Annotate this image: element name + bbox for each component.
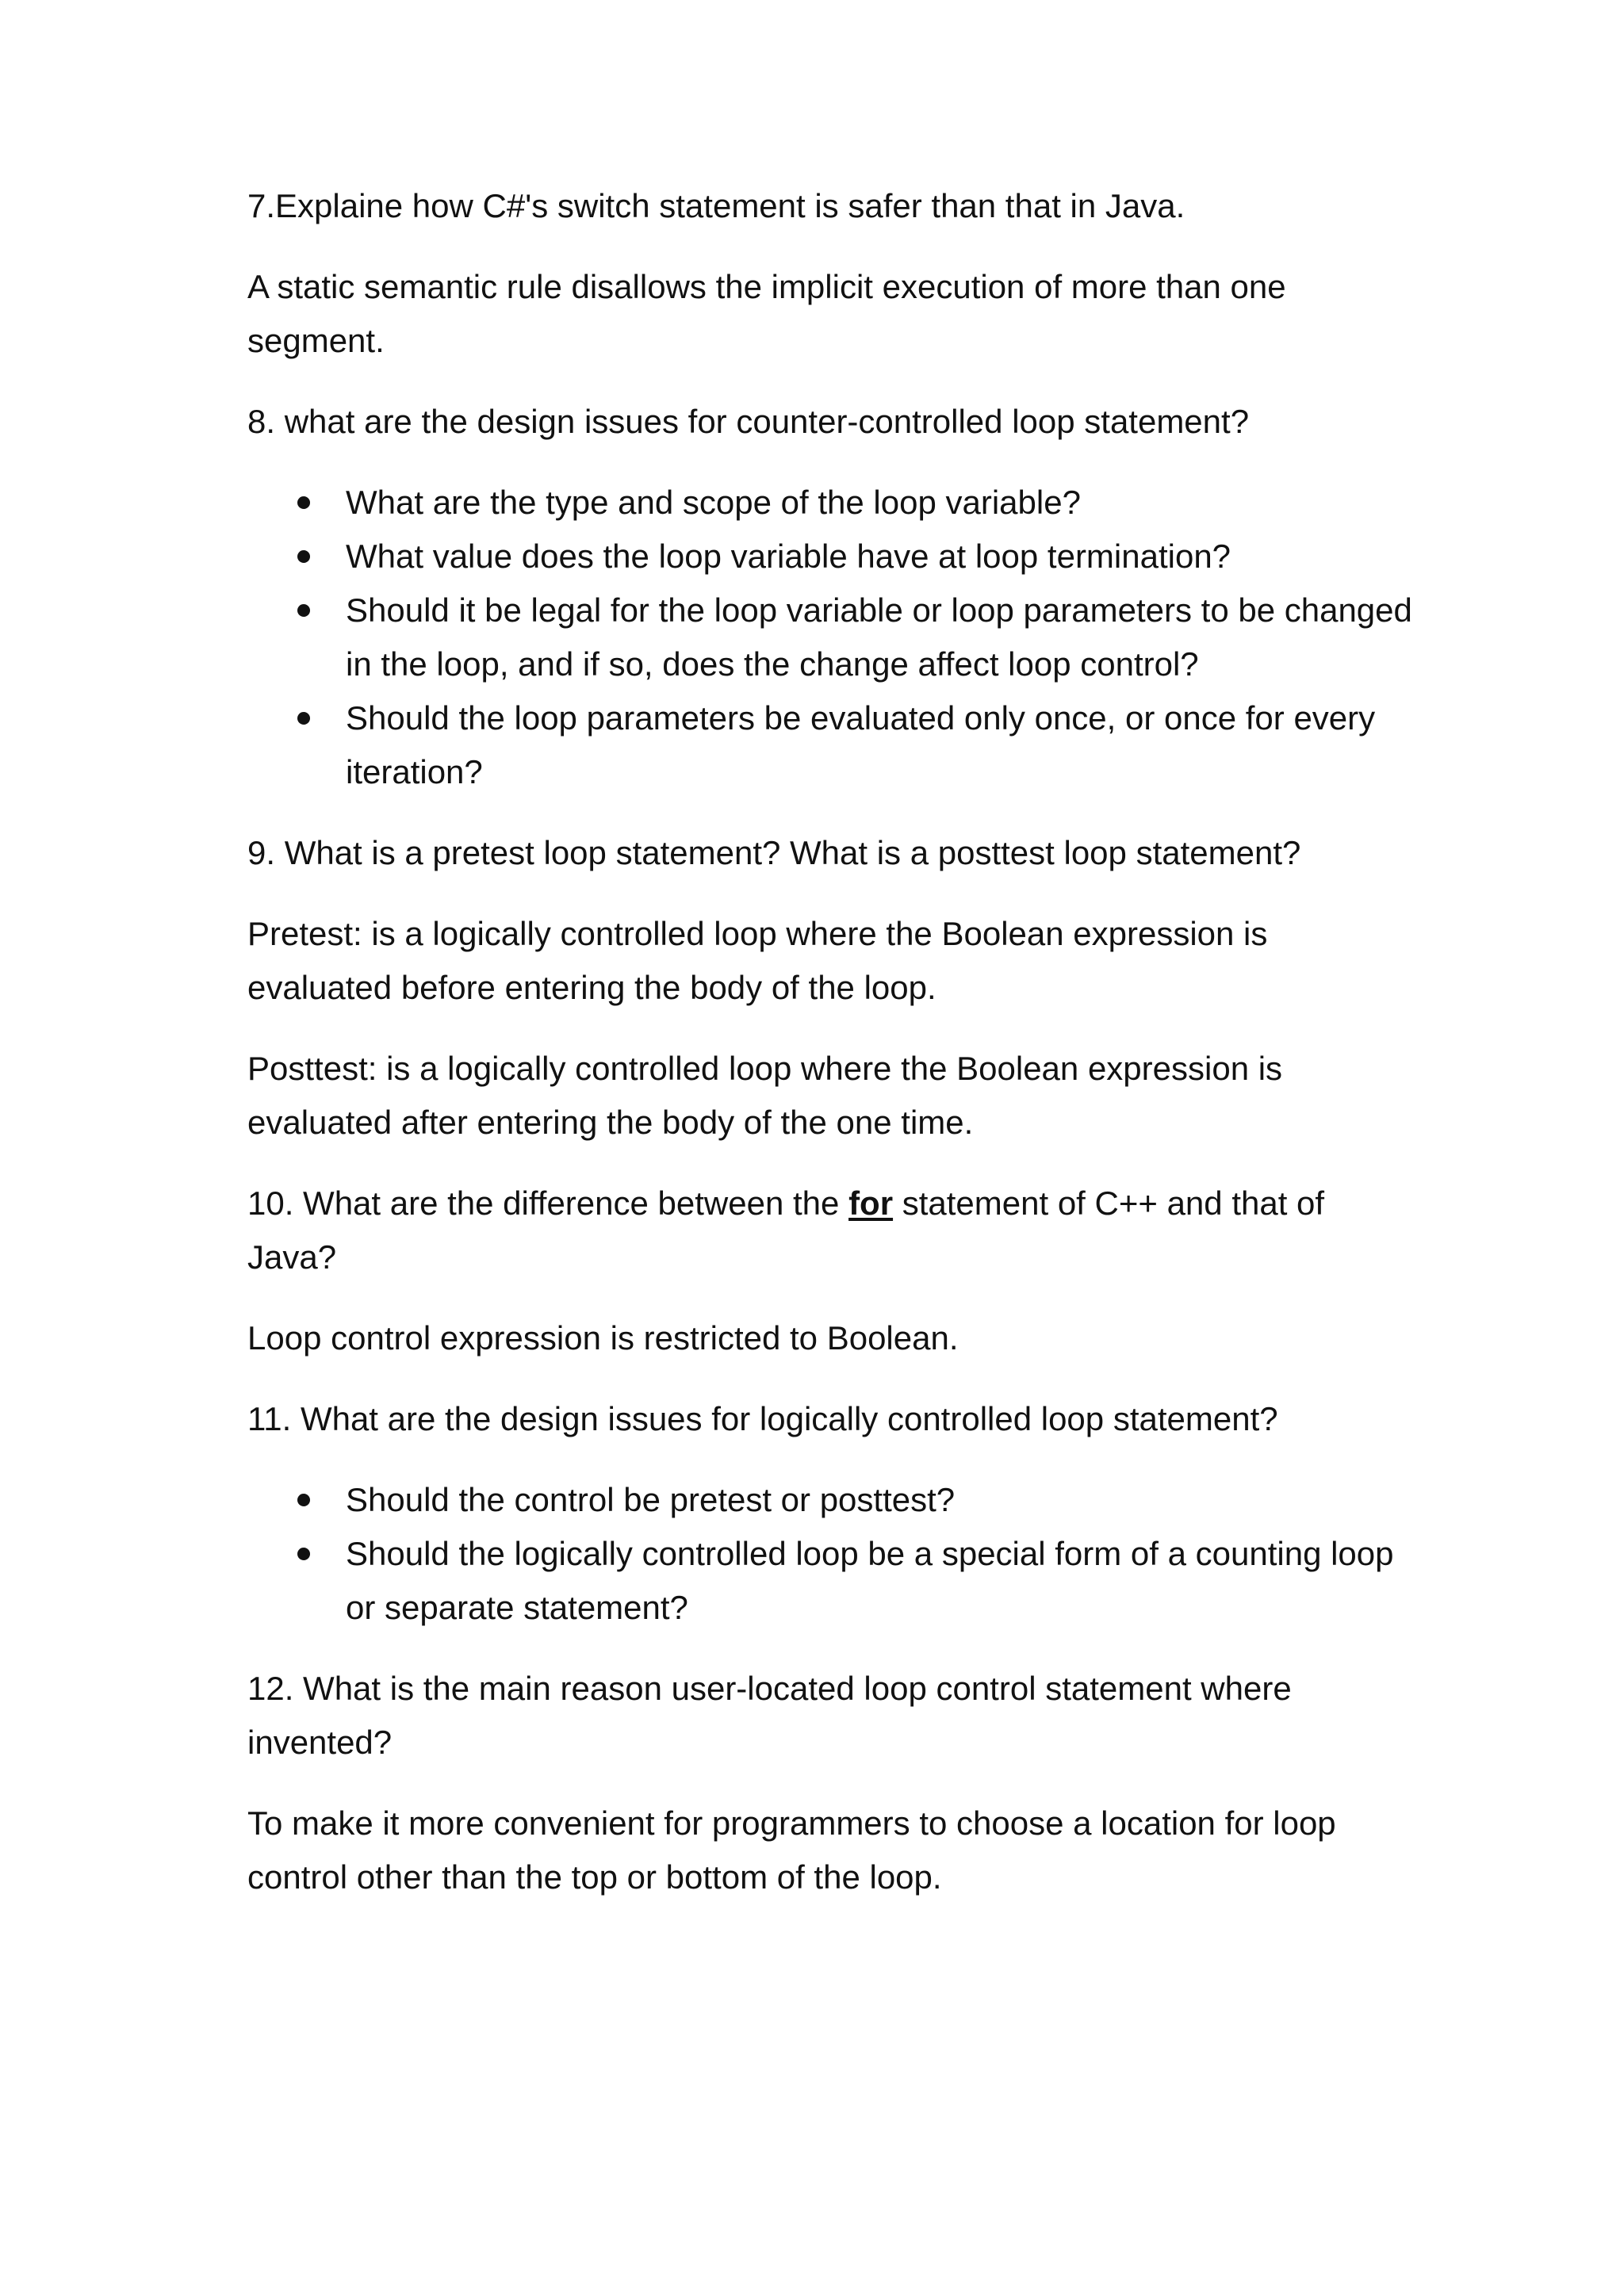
list-item: Should the loop parameters be evaluated only once, or once for every iteration? [247,691,1413,799]
answer-9-posttest: Posttest: is a logically controlled loop where the Boolean expression is evaluated after entering the body of the one time. [247,1050,1283,1141]
list-item: Should the logically controlled loop be a special form of a counting loop or separate statement? [247,1527,1413,1635]
bullet-list-8 [247,476,1413,799]
answer-7: A static semantic rule disallows the implicit execution of more than one segment. [247,268,1286,359]
question-10-text-after: statement of C++ and that of Java? [247,1184,1325,1276]
list-item: What value does the loop variable have at loop termination? [247,530,1413,584]
answer-9-pretest: Pretest: is a logically controlled loop where the Boolean expression is evaluated before entering the body of the loop. [247,915,1268,1006]
bullet-list-11 [247,1473,1413,1635]
list-item: What are the type and scope of the loop variable? [247,476,1413,530]
question-10-text-before: 10. What are the difference between the [247,1184,849,1222]
document-page [247,179,1413,1931]
list-item: Should the control be pretest or posttest? [247,1473,1413,1527]
answer-10: Loop control expression is restricted to Boolean. [247,1319,959,1357]
question-7: 7.Explaine how C#'s switch statement is safer than that in Java. [247,187,1185,224]
question-11: 11. What are the design issues for logically controlled loop statement? [247,1400,1278,1437]
question-12: 12. What is the main reason user-located loop control statement where invented? [247,1670,1292,1761]
question-9: 9. What is a pretest loop statement? What is a posttest loop statement? [247,834,1301,871]
question-10 [247,1177,1413,1284]
answer-12: To make it more convenient for programmers to choose a location for loop control other than the top or bottom of the loop. [247,1804,1336,1896]
question-10-keyword-for: for [848,1184,894,1222]
question-8: 8. what are the design issues for counter-controlled loop statement? [247,403,1250,440]
list-item: Should it be legal for the loop variable or loop parameters to be changed in the loop, and if so, does the change affect loop control? [247,584,1413,691]
